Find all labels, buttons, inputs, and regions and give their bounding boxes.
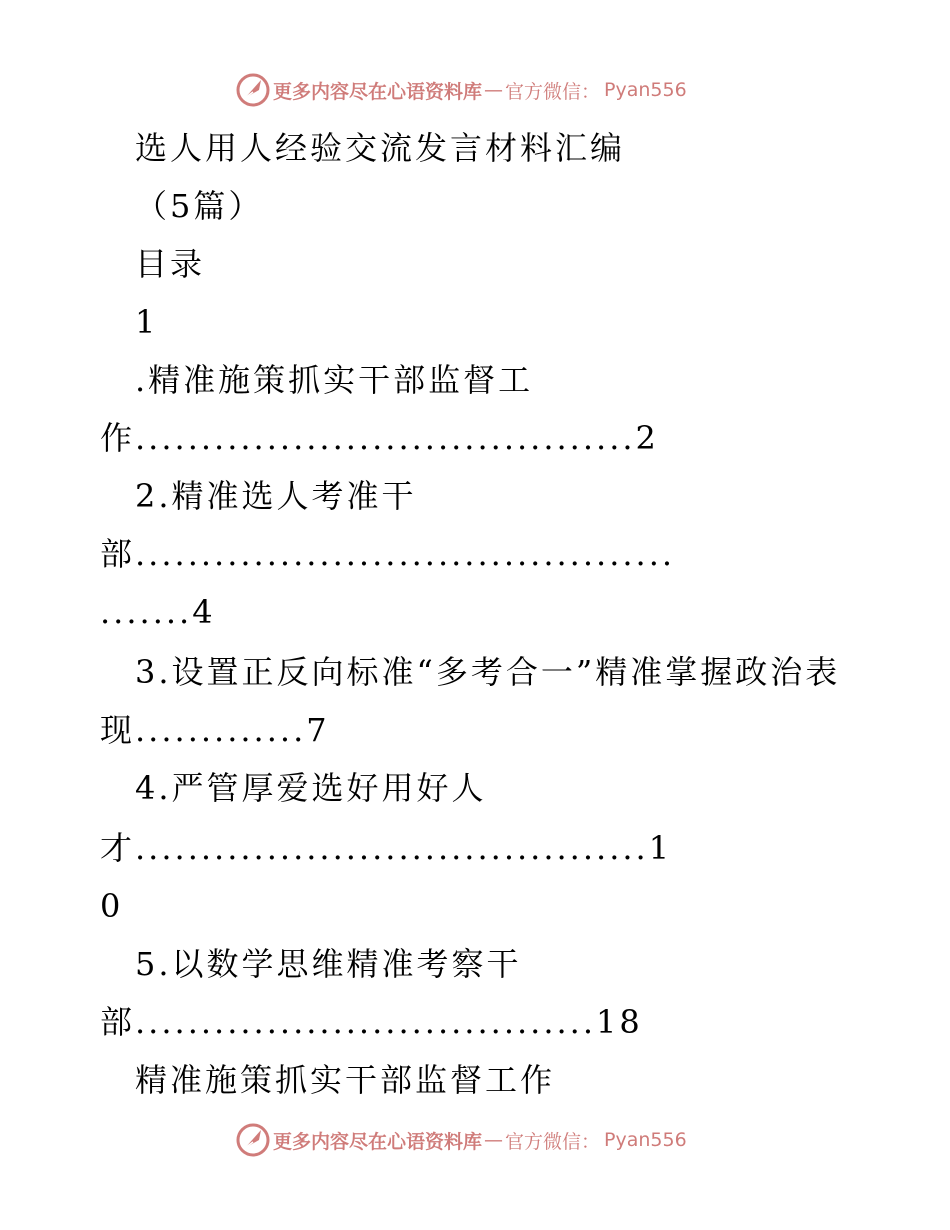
toc-entry-5-title: 5.以数学思维精准考察干 [135, 945, 522, 983]
document-title: 选人用人经验交流发言材料汇编 [135, 129, 626, 167]
section-heading: 精准施策抓实干部监督工作 [135, 1061, 556, 1099]
toc-entry-5-leader: 部...................................18 [100, 1003, 643, 1041]
watermark-text: 更多内容尽在心语资料库 [273, 80, 483, 103]
footer-watermark [235, 1120, 687, 1160]
toc-heading: 目录 [135, 245, 206, 283]
watermark-official-label: 官方微信： [505, 1130, 601, 1153]
watermark-text: 更多内容尽在心语资料库 [273, 1130, 483, 1153]
toc-entry-1-leader: 作......................................2 [100, 419, 659, 457]
toc-entry-2-title: 2.精准选人考准干 [135, 477, 417, 515]
watermark-separator: — [484, 1129, 504, 1151]
watermark-wechat-id: Pyan556 [604, 79, 687, 101]
toc-entry-2-page: .......4 [100, 593, 216, 631]
toc-entry-4-leader: 才.......................................1 [100, 829, 673, 867]
toc-entry-1-title: .精准施策抓实干部监督工 [135, 361, 534, 399]
document-subtitle: （5篇） [135, 187, 264, 225]
toc-entry-3-title: 3.设置正反向标准“多考合一”精准掌握政治表 [135, 653, 841, 691]
quill-logo-icon [235, 1122, 271, 1158]
watermark-wechat-id: Pyan556 [604, 1129, 687, 1151]
quill-logo-icon [235, 72, 271, 108]
toc-entry-3-leader: 现.............7 [100, 711, 330, 749]
header-watermark [235, 70, 687, 110]
toc-entry-4-page: 0 [100, 887, 124, 925]
toc-entry-4-title: 4.严管厚爱选好用好人 [135, 769, 487, 807]
toc-entry-1-number: 1 [135, 303, 159, 341]
watermark-separator: — [484, 79, 504, 101]
toc-entry-2-leader: 部......................................... [100, 535, 676, 573]
watermark-official-label: 官方微信： [505, 80, 601, 103]
